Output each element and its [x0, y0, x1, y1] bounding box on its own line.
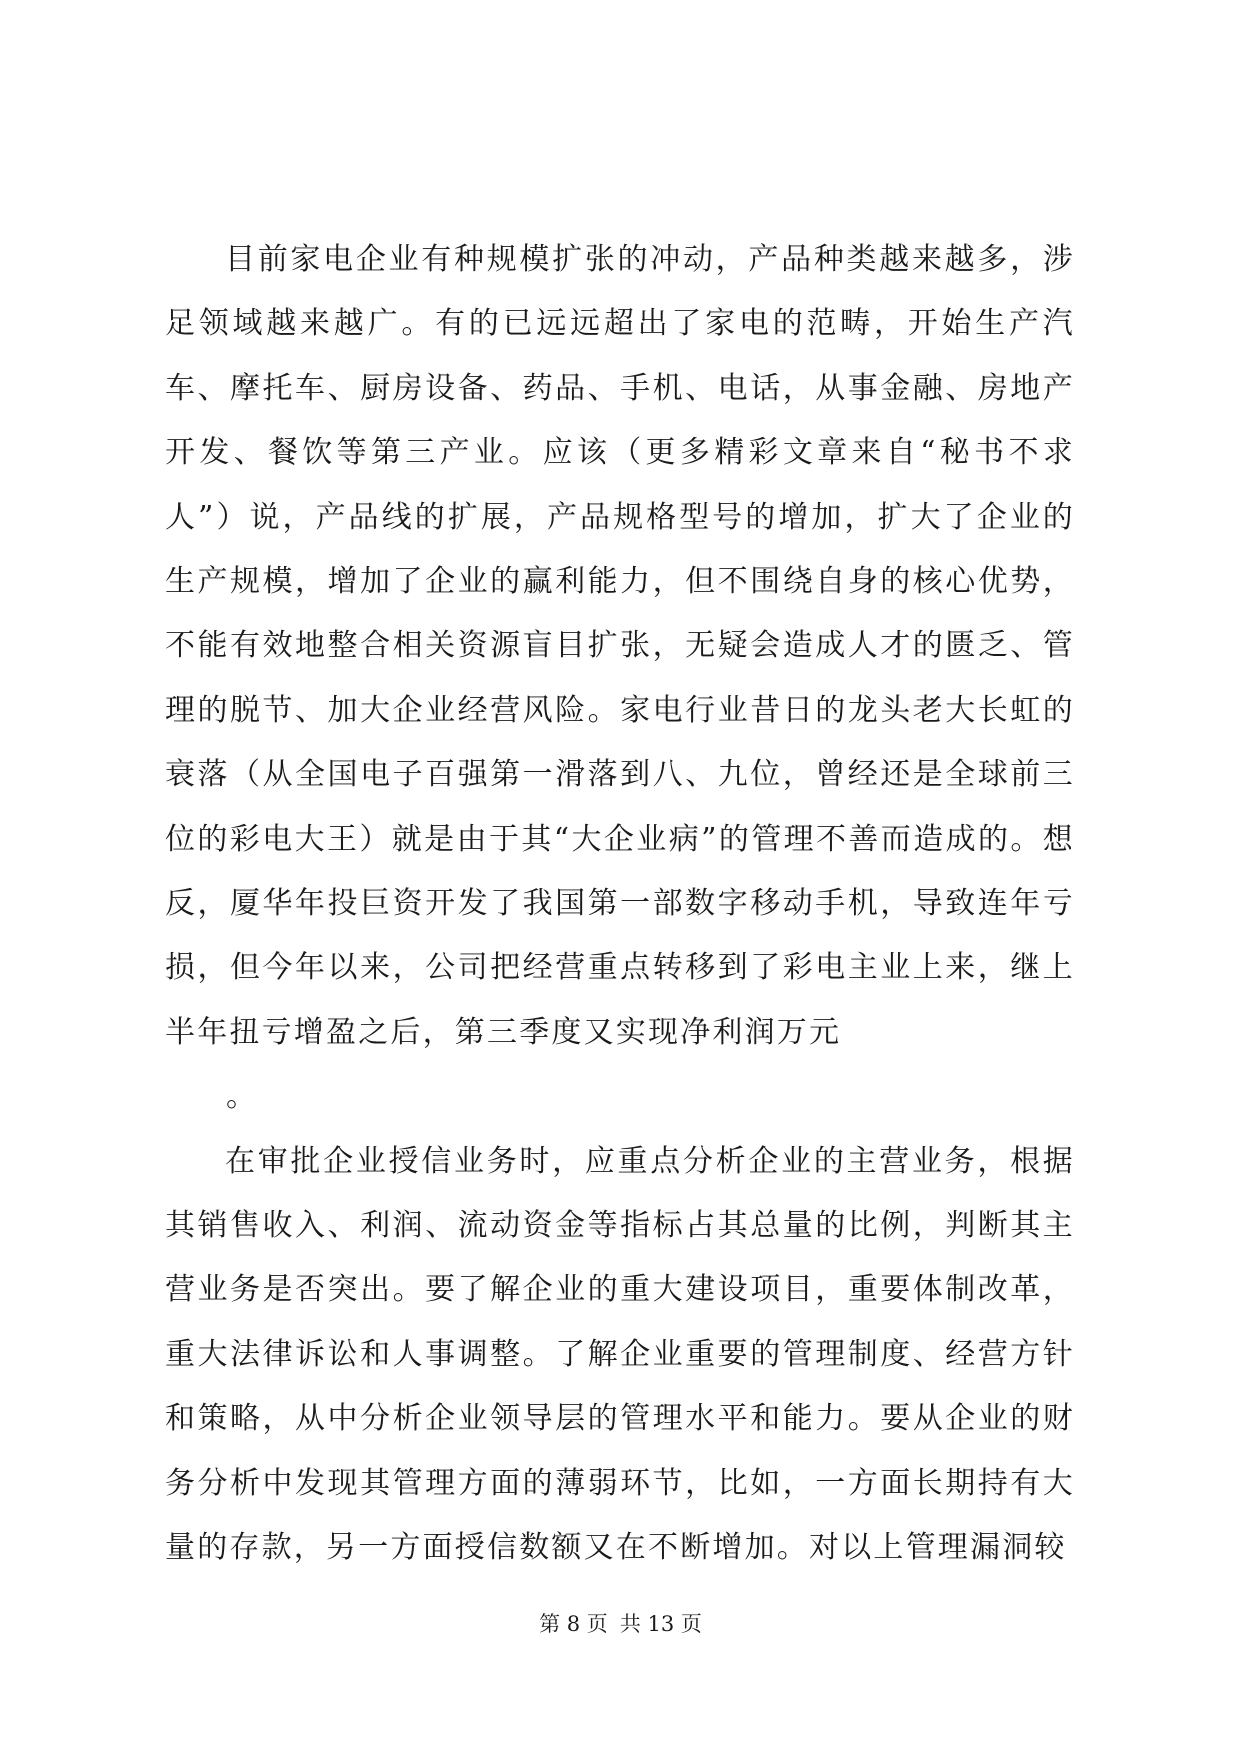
paragraph-credit-approval: 在审批企业授信业务时，应重点分析企业的主营业务，根据其销售收入、利润、流动资金等指标占其总量的比例，判断其主营业务是否突出。要了解企业的重大建设项目，重要体制改革，重大法律诉讼和人事调整。了解企业重要的管理制度、经营方针和策略，从中分析企业领导层的管理水平和能力。要从企业的财务分析中发现其管理方面的薄弱环节，比如，一方面长期持有大量的存款，另一方面授信数额又在不断增加。对以上管理漏洞较: [165, 1143, 1075, 1566]
page-footer: [0, 1608, 1241, 1638]
page-total: 共 13 页: [619, 1612, 702, 1636]
paragraph-appliance-expansion: 目前家电企业有种规模扩张的冲动，产品种类越来越多，涉足领域越来越广。有的已远远超出了家电的范畴，开始生产汽车、摩托车、厨房设备、药品、手机、电话，从事金融、房地产开发、餐饮等第三产业。应该（更多精彩文章来自“秘书不求人”）说，产品线的扩展，产品规格型号的增加，扩大了企业的生产规模，增加了企业的赢利能力，但不围绕自身的核心优势，不能有效地整合相关资源盲目扩张，无疑会造成人才的匮乏、管理的脱节、加大企业经营风险。家电行业昔日的龙头老大长虹的衰落（从全国电子百强第一滑落到八、九位，曾经还是全球前三位的彩电大王）就是由于其“大企业病”的管理不善而造成的。想反，厦华年投巨资开发了我国第一部数字移动手机，导致连年亏损，但今年以来，公司把经营重点转移到了彩电主业上来，继上半年扭亏增盈之后，第三季度又实现净利润万元: [165, 242, 1075, 1050]
paragraph-trailing-period: 。: [226, 1079, 256, 1115]
page-number: 第 8 页: [539, 1612, 608, 1636]
document-body: [165, 228, 1075, 1581]
